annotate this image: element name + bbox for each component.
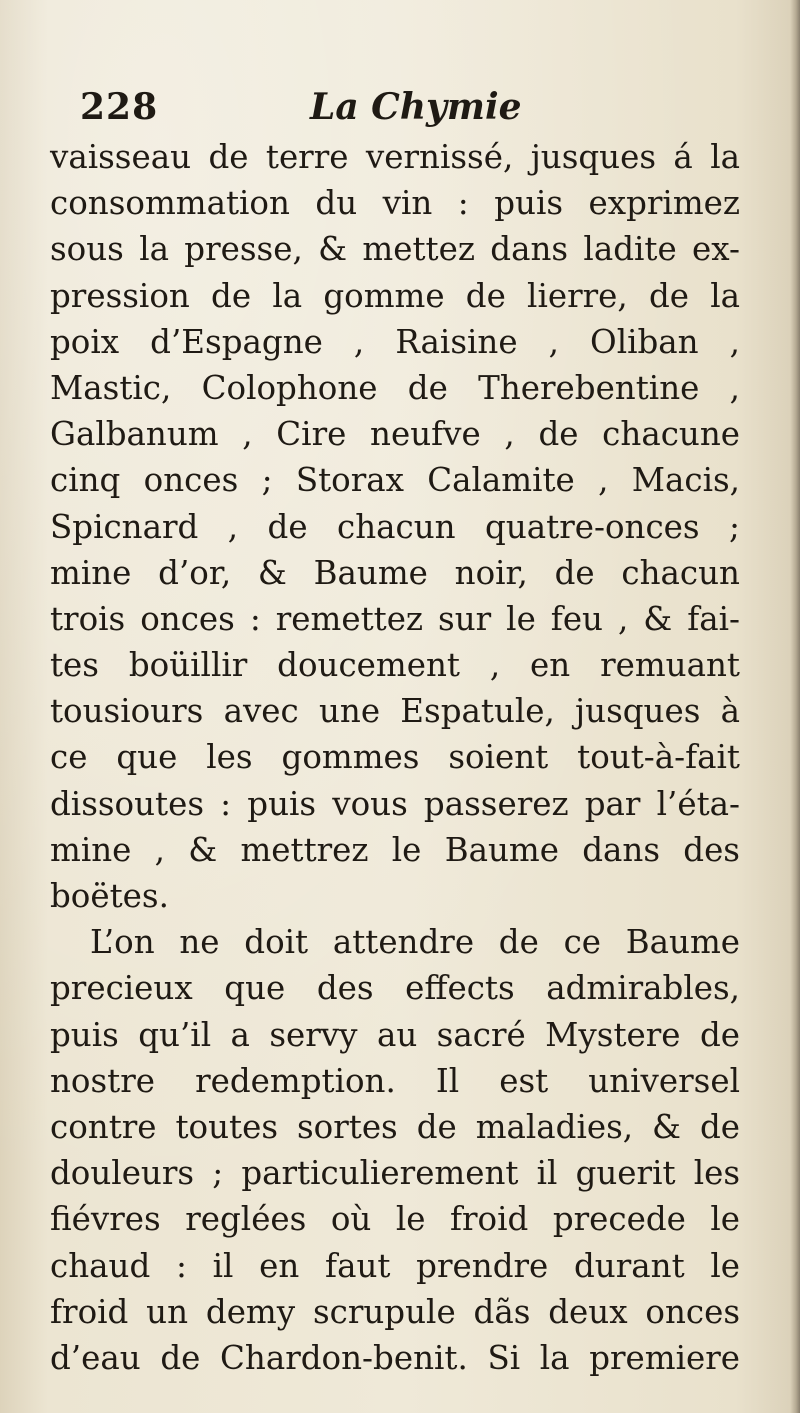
text-line: Mastic, Colophone de Therebentine , <box>50 368 740 407</box>
text-line: boëtes. <box>50 877 169 915</box>
text-line: d’eau de Chardon-benit. Si la premiere <box>50 1338 740 1377</box>
text-line: Galbanum , Cire neufve , de chacune <box>50 415 740 454</box>
running-title: La Chymie <box>310 86 522 128</box>
text-line: froid un demy scrupule dãs deux onces <box>50 1292 740 1331</box>
text-line: L’on ne doit attendre de ce Baume <box>90 923 740 962</box>
text-line: Spicnard , de chacun quatre-onces ; <box>50 507 740 546</box>
page-number: 228 <box>80 86 159 128</box>
text-line: chaud : il en faut prendre durant le <box>50 1246 740 1285</box>
body-text <box>50 134 740 1381</box>
text-line: pression de la gomme de lierre, de la <box>50 276 740 315</box>
text-line: consommation du vin : puis exprimez <box>50 184 740 223</box>
text-line: mine d’or, & Baume noir, de chacun <box>50 553 740 592</box>
text-line: tes boüillir doucement , en remuant <box>50 646 740 685</box>
text-line: mine , & mettrez le Baume dans des <box>50 830 740 869</box>
text-line: sous la presse, & mettez dans ladite ex- <box>50 230 740 269</box>
text-line: ce que les gommes soient tout-à-fait <box>50 738 740 777</box>
text-line: poix d’Espagne , Raisine , Oliban , <box>50 322 740 361</box>
text-line: precieux que des effects admirables, <box>50 969 740 1008</box>
text-line: puis qu’il a servy au sacré Mystere de <box>50 1015 740 1054</box>
text-line: cinq onces ; Storax Calamite , Macis, <box>50 461 740 500</box>
text-line: trois onces : remettez sur le feu , & fai- <box>50 599 740 638</box>
text-line: tousiours avec une Espatule, jusques à <box>50 692 740 731</box>
text-line: contre toutes sortes de maladies, & de <box>50 1107 740 1146</box>
page-header <box>80 86 760 136</box>
text-line: douleurs ; particulierement il guerit les <box>50 1154 740 1193</box>
text-line: dissoutes : puis vous passerez par l’éta- <box>50 784 740 823</box>
page-spine-shadow <box>790 0 800 1413</box>
text-line: vaisseau de terre vernissé, jusques á la <box>50 138 740 176</box>
text-line: fiévres reglées où le froid precede le <box>50 1200 740 1239</box>
text-line: nostre redemption. Il est universel <box>50 1061 740 1100</box>
